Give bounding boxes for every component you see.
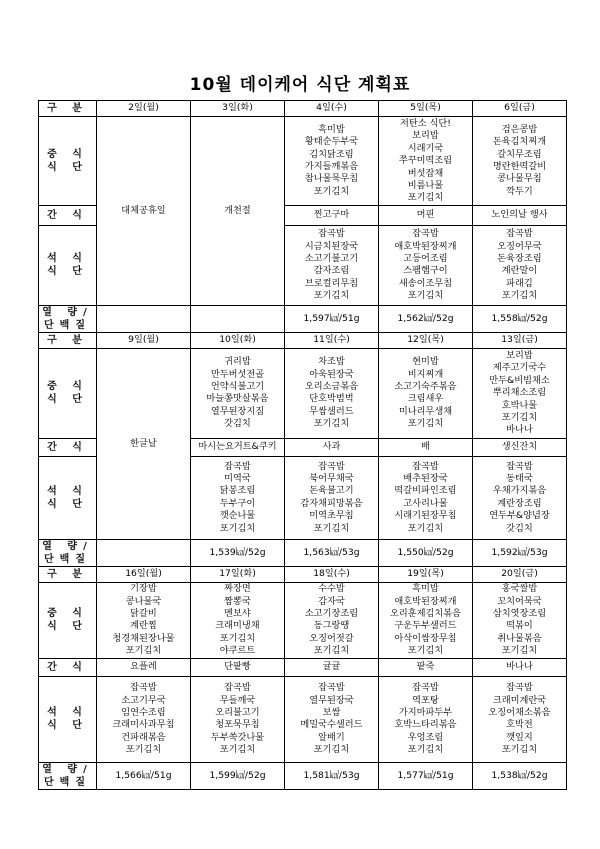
dish-item: 만두&비빔채소 (489, 374, 550, 386)
dish-item: 두부쑥갓나물 (210, 731, 265, 743)
dish-item: 비름나물 (407, 180, 444, 192)
kcal-cell: 1,558㎉/52g (473, 305, 567, 332)
lunch-label (39, 117, 97, 206)
dish-item: 야쿠르트 (219, 645, 256, 657)
dish-item: 시래기된장무침 (394, 510, 457, 522)
dish-item: 포기김치 (407, 744, 444, 756)
dish-item: 포기김치 (501, 411, 538, 423)
dinner-label-line: 식 단 (47, 266, 88, 278)
dish-item: 감자채피망볶음 (300, 497, 363, 509)
dish-item: 비지찌개 (407, 368, 444, 380)
dinner-label (39, 456, 97, 539)
dish-item: 돈육김치찌개 (492, 136, 547, 148)
dish-item: 배추된장국 (403, 473, 448, 485)
dish-item: 참나물묵무침 (304, 173, 359, 185)
dish-item: 계란장조림 (497, 497, 542, 509)
dish-item: 포기김치 (501, 645, 538, 657)
dish-item: 동태국 (506, 473, 533, 485)
dish-item: 포기김치 (501, 744, 538, 756)
dish-item: 두부구이 (219, 497, 256, 509)
lunch-cell (473, 348, 567, 438)
dish-item: 아삭이쌈장무침 (394, 632, 457, 644)
lunch-label-line: 식 단 (47, 394, 88, 406)
dinner-cell (285, 456, 379, 539)
dish-item: 우엉조림 (407, 731, 444, 743)
lunch-label-line: 중 식 (47, 381, 88, 393)
dish-item: 잡곡밥 (412, 228, 439, 240)
dish-item: 만두버섯전골 (210, 368, 265, 380)
lunch-label (39, 582, 97, 658)
lunch-cell (285, 117, 379, 206)
snack-cell: 팥죽 (379, 658, 473, 676)
day-header: 5일(목) (379, 101, 473, 117)
kcal-cell: 1,563㎉/53g (285, 539, 379, 566)
snack-label (39, 205, 97, 225)
dish-item: 포기김치 (219, 522, 256, 534)
dish-item: 가지들깨볶음 (304, 160, 359, 172)
dish-item: 포기김치 (313, 522, 350, 534)
dish-item: 새송이조무침 (398, 277, 453, 289)
dish-item: 차조밥 (318, 356, 345, 368)
dish-item: 잡곡밥 (224, 682, 251, 694)
dish-item: 멘보샤 (224, 607, 251, 619)
week-header-row (39, 332, 567, 348)
gubun-label-text: 구 분 (47, 334, 88, 346)
dish-item: 잡곡밥 (412, 460, 439, 472)
dish-item: 포기김치 (313, 290, 350, 302)
dish-item: 호박전 (506, 719, 533, 731)
dish-item: 닭갈비 (130, 607, 157, 619)
dish-item: 흑미밥 (412, 583, 439, 595)
kcal-label-line: 단백질 (44, 776, 91, 788)
dish-item: 오징어무국 (497, 240, 542, 252)
day-header: 10일(화) (191, 332, 285, 348)
snack-label (39, 658, 97, 676)
dinner-label-line: 석 식 (47, 253, 88, 265)
kcal-cell: 1,566㎉/51g (97, 762, 191, 789)
dish-item: 감자조림 (313, 265, 350, 277)
dish-item: 꼬치어묵국 (497, 595, 542, 607)
dinner-label-line: 석 식 (47, 707, 88, 719)
day-header: 9일(월) (97, 332, 191, 348)
dinner-label-line: 식 단 (47, 720, 88, 732)
snack-cell: 단팥빵 (191, 658, 285, 676)
dish-item: 오징어채소볶음 (488, 706, 551, 718)
dish-item: 청포묵무침 (215, 719, 260, 731)
dinner-cell (191, 676, 285, 762)
dish-item: 흑미밥 (318, 123, 345, 135)
dish-item: 오징어젓갈 (309, 632, 354, 644)
kcal-row (39, 305, 567, 332)
dish-item: 언약식불고기 (210, 380, 265, 392)
kcal-label-line: 단백질 (44, 319, 91, 331)
lunch-label (39, 348, 97, 438)
dish-item: 떡갈비파인조림 (394, 485, 457, 497)
lunch-label-line: 식 단 (47, 161, 88, 173)
dinner-label-line: 식 단 (47, 498, 88, 510)
day-header: 3일(화) (191, 101, 285, 117)
day-header: 4일(수) (285, 101, 379, 117)
dish-item: 소고기숙주볶음 (394, 380, 457, 392)
dish-item: 우채가지볶음 (492, 485, 547, 497)
dish-item: 제주고기국수 (492, 362, 547, 374)
dish-item: 단호박범벅 (309, 393, 354, 405)
snack-cell: 노인의날 행사 (473, 205, 567, 225)
dish-item: 버섯잡채 (407, 167, 444, 179)
dish-item: 저탄소 식단! (400, 118, 451, 129)
dish-item: 소고기불고기 (304, 252, 359, 264)
dinner-label-line: 석 식 (47, 485, 88, 497)
dish-item: 포기김치 (313, 645, 350, 657)
dish-item: 갈치무조림 (497, 148, 542, 160)
lunch-cell (285, 582, 379, 658)
lunch-cell (379, 348, 473, 438)
dinner-label (39, 225, 97, 305)
dish-item: 짜장면 (224, 583, 251, 595)
dinner-cell (285, 225, 379, 305)
dish-item: 포기김치 (407, 645, 444, 657)
dish-item: 포기김치 (407, 418, 444, 430)
dish-item: 청경채된장나물 (112, 632, 175, 644)
dinner-cell (473, 456, 567, 539)
dish-item: 포기김치 (313, 744, 350, 756)
snack-cell: 귤귤 (285, 658, 379, 676)
dish-item: 포기김치 (313, 418, 350, 430)
lunch-cell (191, 348, 285, 438)
dish-item: 임연수조림 (121, 706, 166, 718)
kcal-cell: 1,592㎉/53g (473, 539, 567, 566)
dish-item: 미역국 (224, 473, 251, 485)
kcal-cell: 1,538㎉/52g (473, 762, 567, 789)
kcal-cell: 1,581㎉/53g (285, 762, 379, 789)
kcal-cell: 1,577㎉/51g (379, 762, 473, 789)
dish-item: 포기김치 (501, 290, 538, 302)
dish-item: 잡곡밥 (318, 682, 345, 694)
dish-item: 소고기장조림 (304, 607, 359, 619)
dish-item: 크래미계란국 (492, 694, 547, 706)
dish-item: 포기김치 (407, 522, 444, 534)
dish-item: 홍국쌀밥 (501, 583, 538, 595)
lunch-cell (379, 582, 473, 658)
gubun-label-text: 구 분 (47, 568, 88, 580)
lunch-label-line: 중 식 (47, 608, 88, 620)
dinner-cell (379, 225, 473, 305)
kcal-cell: 1,599㎉/52g (191, 762, 285, 789)
snack-cell: 찐고구마 (285, 205, 379, 225)
kcal-row (39, 762, 567, 789)
kcal-cell: 1,562㎉/52g (379, 305, 473, 332)
dish-item: 애호박된장찌개 (394, 240, 457, 252)
dish-item: 시래기국 (407, 142, 444, 154)
dish-item: 수수밥 (318, 583, 345, 595)
dish-item: 떡볶이 (506, 620, 533, 632)
dinner-label (39, 676, 97, 762)
snack-cell: 바나나 (473, 658, 567, 676)
lunch-cell (97, 582, 191, 658)
snack-label-text: 간 식 (47, 209, 88, 221)
dish-item: 브로컬리무침 (304, 277, 359, 289)
snack-row (39, 658, 567, 676)
dish-item: 기장밥 (130, 583, 157, 595)
kcal-label-line: 열 량/ (42, 540, 93, 552)
dish-item: 미나리무생채 (398, 405, 453, 417)
dish-item: 호박나물 (501, 399, 538, 411)
dinner-cell (473, 225, 567, 305)
snack-label-text: 간 식 (47, 661, 88, 673)
lunch-cell (473, 582, 567, 658)
dish-item: 알배기 (318, 731, 345, 743)
dish-item: 메밀국수샐러드 (300, 719, 363, 731)
dish-item: 미역초무침 (309, 510, 354, 522)
snack-cell: 사과 (285, 438, 379, 456)
dish-item: 소고기무국 (121, 694, 166, 706)
dinner-cell (191, 456, 285, 539)
dish-item: 잡곡밥 (318, 460, 345, 472)
dish-item: 크림새우 (407, 393, 444, 405)
menu-table (38, 100, 567, 790)
dish-item: 포기김치 (125, 645, 162, 657)
dish-item: 콩나물무침 (497, 173, 542, 185)
dish-item: 가지마파두부 (398, 706, 453, 718)
day-header: 6일(금) (473, 101, 567, 117)
lunch-row (39, 582, 567, 658)
page-title: 10월 데이케어 식단 계획표 (189, 75, 411, 95)
dish-item: 갓김치 (506, 522, 533, 534)
dish-item: 동그랑땡 (313, 620, 350, 632)
gubun-label-text: 구 분 (47, 103, 88, 114)
dish-item: 열무된장지짐 (210, 405, 265, 417)
gubun-label (39, 332, 97, 348)
kcal-row (39, 539, 567, 566)
dish-item: 포기김치 (407, 290, 444, 302)
dinner-cell (97, 676, 191, 762)
dish-item: 포기김치 (219, 744, 256, 756)
day-header: 16일(월) (97, 566, 191, 582)
day-header: 18일(수) (285, 566, 379, 582)
dish-item: 잡곡밥 (318, 228, 345, 240)
dish-item: 잡곡밥 (506, 460, 533, 472)
dish-item: 포기김치 (407, 192, 444, 204)
lunch-cell (285, 348, 379, 438)
dish-item: 뿌리채소조림 (492, 387, 547, 399)
dish-item: 열무된장국 (309, 694, 354, 706)
dish-item: 보쌈 (322, 706, 341, 718)
kcal-label-line: 단백질 (44, 553, 91, 565)
dish-item: 깍두기 (506, 185, 533, 197)
dinner-cell (473, 676, 567, 762)
dish-item: 아욱된장국 (309, 368, 354, 380)
dish-item: 삼치엿장조림 (492, 607, 547, 619)
day-header: 2일(월) (97, 101, 191, 117)
dish-item: 스팸햄구이 (403, 265, 448, 277)
dish-item: 닭봉조림 (219, 485, 256, 497)
lunch-label-line: 중 식 (47, 148, 88, 160)
dish-item: 무들깨국 (219, 694, 256, 706)
dinner-cell (379, 456, 473, 539)
dish-item: 갓김치 (224, 418, 251, 430)
dish-item: 잡곡밥 (224, 460, 251, 472)
holiday-cell: 대체공휴일 (97, 117, 191, 306)
day-header: 13일(금) (473, 332, 567, 348)
dish-item: 귀리밥 (224, 356, 251, 368)
dish-item: 황태순두부국 (304, 136, 359, 148)
day-header: 19일(목) (379, 566, 473, 582)
kcal-label-line: 열 량/ (42, 306, 93, 318)
dish-item: 계란찜 (130, 620, 157, 632)
kcal-cell (97, 305, 191, 332)
gubun-label (39, 101, 97, 117)
kcal-cell (97, 539, 191, 566)
kcal-cell: 1,550㎉/52g (379, 539, 473, 566)
dish-item: 포기김치 (219, 632, 256, 644)
day-header: 20일(금) (473, 566, 567, 582)
snack-cell: 배 (379, 438, 473, 456)
day-header: 12일(목) (379, 332, 473, 348)
dish-item: 계란말이 (501, 265, 538, 277)
snack-cell: 마시는요거트&쿠키 (191, 438, 285, 456)
dish-item: 마늘쫑맛살볶음 (206, 393, 269, 405)
dish-item: 잡곡밥 (506, 228, 533, 240)
snack-cell: 생신잔치 (473, 438, 567, 456)
dish-item: 깻잎지 (506, 731, 533, 743)
dish-item: 돈육불고기 (309, 485, 354, 497)
dish-item: 고사리나물 (403, 497, 448, 509)
dish-item: 무쌈샐러드 (309, 405, 354, 417)
dish-item: 크래미사과무침 (112, 719, 175, 731)
dish-item: 현미밥 (412, 356, 439, 368)
dish-item: 구운두부샐러드 (394, 620, 457, 632)
dish-item: 크래미냉채 (215, 620, 260, 632)
holiday-cell: 한글날 (97, 348, 191, 539)
dish-item: 호박느타리볶음 (394, 719, 457, 731)
kcal-label-line: 열 량/ (42, 763, 93, 775)
dish-item: 오리훈제김치볶음 (389, 607, 461, 619)
dish-item: 명란한떡갈비 (492, 160, 547, 172)
holiday-cell: 개천절 (191, 117, 285, 306)
lunch-cell (191, 582, 285, 658)
kcal-cell: 1,539㎉/52g (191, 539, 285, 566)
dish-item: 고등어조림 (403, 252, 448, 264)
dish-item: 포기김치 (313, 185, 350, 197)
dish-item: 짬뽕국 (224, 595, 251, 607)
dish-item: 애호박된장찌개 (394, 595, 457, 607)
week-header-row (39, 101, 567, 117)
dish-item: 시금치된장국 (304, 240, 359, 252)
dish-item: 검은콩밥 (501, 123, 538, 135)
lunch-row (39, 117, 567, 206)
kcal-label (39, 305, 97, 332)
lunch-cell (473, 117, 567, 206)
snack-label-text: 간 식 (47, 441, 88, 453)
gubun-label (39, 566, 97, 582)
dinner-cell (285, 676, 379, 762)
dish-item: 보리밥 (506, 349, 533, 361)
dish-item: 바나나 (506, 424, 533, 436)
dish-item: 건파래볶음 (121, 731, 166, 743)
dish-item: 쭈꾸미떡조림 (398, 155, 453, 167)
dish-item: 잡곡밥 (130, 682, 157, 694)
kcal-cell: 1,597㎉/51g (285, 305, 379, 332)
dinner-row (39, 676, 567, 762)
dish-item: 보리밥 (412, 130, 439, 142)
dish-item: 오리불고기 (215, 706, 260, 718)
dish-item: 콩나물국 (125, 595, 162, 607)
lunch-row (39, 348, 567, 438)
lunch-label-line: 식 단 (47, 621, 88, 633)
dish-item: 파래김 (506, 277, 533, 289)
snack-label (39, 438, 97, 456)
dish-item: 북어무채국 (309, 473, 354, 485)
dish-item: 포기김치 (125, 744, 162, 756)
dish-item: 연두부&양념장 (489, 510, 550, 522)
dish-item: 취나물볶음 (497, 632, 542, 644)
dish-item: 감자국 (318, 595, 345, 607)
snack-cell: 머핀 (379, 205, 473, 225)
dish-item: 오리소금볶음 (304, 380, 359, 392)
dish-item: 김치닭조림 (309, 148, 354, 160)
kcal-label (39, 539, 97, 566)
kcal-cell (191, 305, 285, 332)
dish-item: 깻순나물 (219, 510, 256, 522)
dish-item: 잡곡밥 (412, 682, 439, 694)
lunch-cell (379, 117, 473, 206)
dish-item: 역포탕 (412, 694, 439, 706)
day-header: 17일(화) (191, 566, 285, 582)
dish-item: 잡곡밥 (506, 682, 533, 694)
week-header-row (39, 566, 567, 582)
dinner-cell (379, 676, 473, 762)
kcal-label (39, 762, 97, 789)
day-header: 11일(수) (285, 332, 379, 348)
snack-cell: 요플레 (97, 658, 191, 676)
dish-item: 돈육장조림 (497, 252, 542, 264)
